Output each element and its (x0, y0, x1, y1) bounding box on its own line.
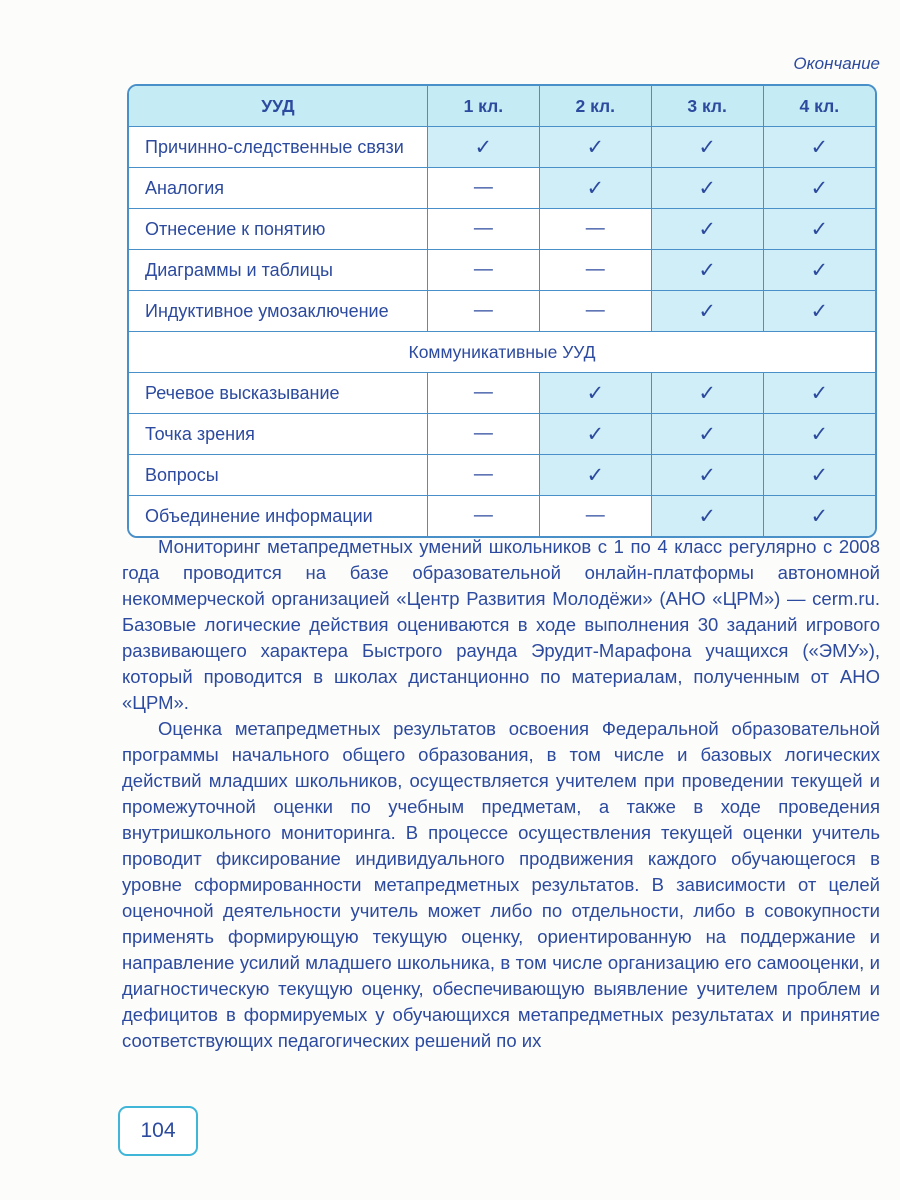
check-mark-cell: ✓ (539, 414, 651, 455)
check-mark-cell: ✓ (651, 127, 763, 168)
table-header-class: 3 кл. (651, 86, 763, 127)
dash-cell: — (427, 209, 539, 250)
table-row (129, 127, 875, 168)
body-text (122, 534, 880, 1054)
row-label: Речевое высказывание (129, 373, 427, 414)
row-label: Диаграммы и таблицы (129, 250, 427, 291)
paragraph-monitoring: Мониторинг метапредметных умений школьников с 1 по 4 класс регулярно с 2008 года проводится на базе образовательной онлайн-платформы автономной некоммерческой организацией «Центр Развития Молодёжи» (АНО «ЦРМ») — cerm.ru. Базовые логические действия оцениваются в ходе выполнения 30 заданий игрового развивающего характера Быстрого раунда Эрудит-Марафона учащихся («ЭМУ»), который проводится в школах дистанционно по материалам, полученным от АНО «ЦРМ». (122, 536, 880, 713)
dash-cell: — (427, 455, 539, 496)
row-label: Вопросы (129, 455, 427, 496)
check-mark-cell: ✓ (539, 455, 651, 496)
check-mark-cell: ✓ (539, 373, 651, 414)
row-label: Аналогия (129, 168, 427, 209)
row-label: Точка зрения (129, 414, 427, 455)
dash-cell: — (427, 250, 539, 291)
table-row (129, 250, 875, 291)
check-mark-cell: ✓ (763, 250, 875, 291)
table-header-class: 4 кл. (763, 86, 875, 127)
check-mark-cell: ✓ (651, 455, 763, 496)
dash-cell: — (427, 168, 539, 209)
table-row (129, 414, 875, 455)
continuation-label: Окончание (793, 54, 880, 73)
uud-table (129, 86, 875, 536)
table-header-row (129, 86, 875, 127)
dash-cell: — (539, 291, 651, 332)
check-mark-cell: ✓ (763, 168, 875, 209)
table-header-uud: УУД (129, 86, 427, 127)
table-row (129, 373, 875, 414)
check-mark-cell: ✓ (651, 291, 763, 332)
check-mark-cell: ✓ (763, 127, 875, 168)
paragraph-assessment: Оценка метапредметных результатов освоения Федеральной образовательной программы начального общего образования, в том числе и базовых логических действий младших школьников, осуществляется учителем при проведении текущей и промежуточной оценки по учебным предметам, а также в ходе проведения внутришкольного мониторинга. В процессе осуществления текущей оценки учитель проводит фиксирование индивидуального продвижения каждого обучающегося в уровне сформированности метапредметных результатов. В зависимости от целей оценочной деятельности учитель может либо по отдельности, либо в совокупности применять формирующую текущую оценку, ориентированную на поддержание и направление усилий младшего школьника, в том числе организацию его самооценки, и диагностическую текущую оценку, обеспечивающую выявление учителем проблем и дефицитов в формируемых у обучающихся метапредметных результатах и принятие соответствующих педагогических решений по их (122, 718, 880, 1051)
page-number: 104 (140, 1119, 176, 1142)
table-header-class: 1 кл. (427, 86, 539, 127)
table-row (129, 209, 875, 250)
dash-cell: — (427, 496, 539, 537)
uud-results-table (127, 84, 877, 538)
row-label: Отнесение к понятию (129, 209, 427, 250)
table-row (129, 455, 875, 496)
table-header-class: 2 кл. (539, 86, 651, 127)
check-mark-cell: ✓ (651, 496, 763, 537)
page-number-box (118, 1106, 198, 1156)
table-row (129, 291, 875, 332)
check-mark-cell: ✓ (763, 496, 875, 537)
check-mark-cell: ✓ (763, 373, 875, 414)
table-row (129, 168, 875, 209)
row-label: Объединение информации (129, 496, 427, 537)
check-mark-cell: ✓ (539, 168, 651, 209)
dash-cell: — (427, 291, 539, 332)
check-mark-cell: ✓ (651, 373, 763, 414)
check-mark-cell: ✓ (539, 127, 651, 168)
check-mark-cell: ✓ (763, 291, 875, 332)
dash-cell: — (539, 496, 651, 537)
table-section-row (129, 332, 875, 373)
check-mark-cell: ✓ (763, 455, 875, 496)
section-title: Коммуникативные УУД (129, 332, 875, 373)
check-mark-cell: ✓ (651, 168, 763, 209)
check-mark-cell: ✓ (763, 414, 875, 455)
dash-cell: — (427, 373, 539, 414)
dash-cell: — (427, 414, 539, 455)
check-mark-cell: ✓ (427, 127, 539, 168)
check-mark-cell: ✓ (651, 250, 763, 291)
table-row (129, 496, 875, 537)
check-mark-cell: ✓ (651, 209, 763, 250)
check-mark-cell: ✓ (651, 414, 763, 455)
check-mark-cell: ✓ (763, 209, 875, 250)
dash-cell: — (539, 209, 651, 250)
dash-cell: — (539, 250, 651, 291)
row-label: Индуктивное умозаключение (129, 291, 427, 332)
row-label: Причинно-следственные связи (129, 127, 427, 168)
